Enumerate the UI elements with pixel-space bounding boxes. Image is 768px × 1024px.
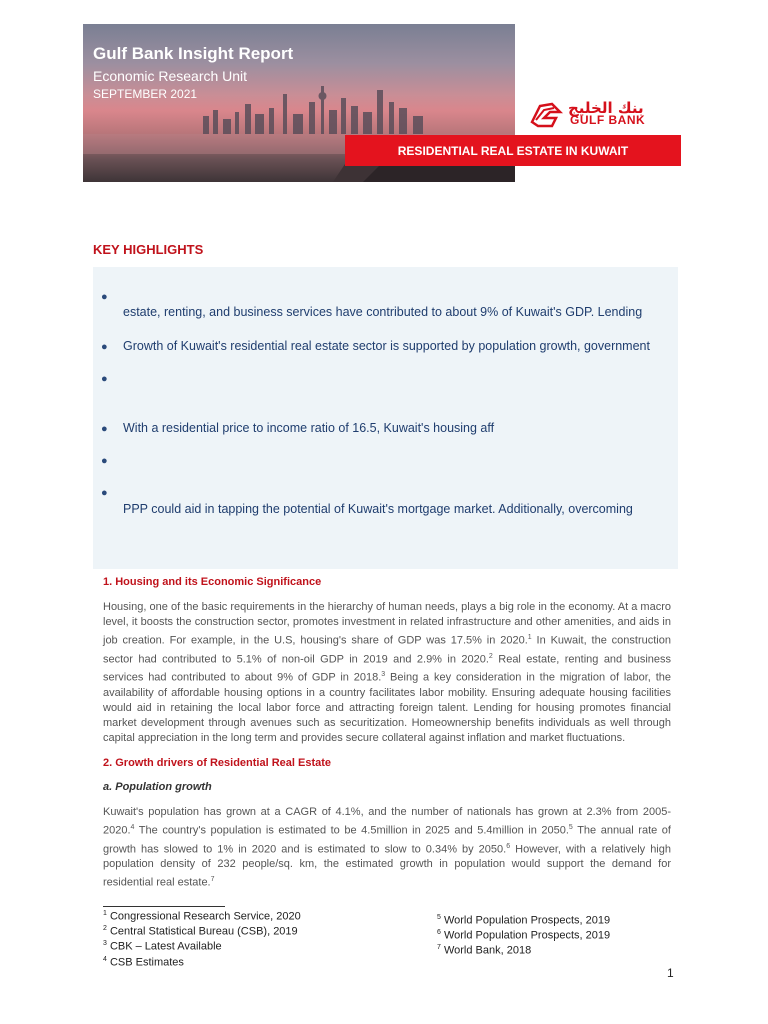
- section-1-heading: 1. Housing and its Economic Significance: [103, 576, 322, 588]
- logo-latin-text: GULF BANK: [570, 113, 646, 127]
- key-highlights-box: ● estate, renting, and business services have contributed to about 9% of Kuwait's GDP. Lending ● Growth of Kuwait's residential real estate sector is supported by population growth, government ● ● With a residential price to income ratio of 16.5, Kuwait's housing aff ● ● PPP could aid in tapping the potential of Kuwait's mortgage market. Additionally, overcoming: [93, 267, 678, 569]
- footnote-2: $^2$ Central Statistical Bureau (CSB), 2019: [103, 925, 298, 938]
- report-date: SEPTEMBER 2021: [93, 87, 198, 101]
- section-1-paragraph: Housing, one of the basic requirements in the hierarchy of human needs, plays a big role in the economy. At a macro level, it boosts the construction sector, promotes investment in related infrastructure and other amenities, and aids in job creation. For example, in the U.S, housing's share of GDP was 17.5% in 2020.$^1$ In Kuwait, the construction sector had contributed to 5.1% of non-oil GDP in 2019 and 2.9% in 2020.$^2$ Real estate, renting and business services had contributed to about 9% of GDP in 2018.$^3$ Being a key consideration in the migration of labor, the availability of affordable housing options in a country facilitates labor mobility. Ensuring adequate housing facilities would aid in retaining the local labor force and attracting foreign talent. Lending for housing promotes financial market development through avenues such as securitization. Homeownership benefits individuals as well through capital appreciation in the long term and provides secure collateral against inflation and market fluctuations.: [103, 601, 672, 744]
- bullet-icon: ●: [101, 341, 108, 353]
- bullet-icon: ●: [101, 487, 108, 499]
- page-number: 1: [667, 966, 674, 980]
- bullet-icon: ●: [101, 291, 108, 303]
- report-unit: Economic Research Unit: [93, 68, 248, 84]
- footnote-4: $^4$ CSB Estimates: [103, 956, 184, 969]
- footnote-6: $^6$ World Population Prospects, 2019: [437, 929, 611, 942]
- footnote-1: $^1$ Congressional Research Service, 2020: [103, 910, 301, 923]
- footnote-7: $^7$ World Bank, 2018: [437, 944, 532, 957]
- section-2-heading: 2. Growth drivers of Residential Real Estate: [103, 757, 332, 769]
- key-highlights-title: KEY HIGHLIGHTS: [93, 242, 204, 257]
- footnote-divider: [103, 906, 225, 907]
- logo-arabic-text: بنك الخليج: [568, 99, 644, 117]
- footnote-3: $^3$ CBK – Latest Available: [103, 940, 222, 953]
- section-2-paragraph: Kuwait's population has grown at a CAGR of 4.1%, and the number of nationals has grown at 2.3% from 2005-2020.$^4$ The country's population is estimated to be 4.5million in 2025 and 5.4million in 2050.$^5$ The annual rate of growth has slowed to 1% in 2020 and is estimated to slow to 0.34% by 2050.$^6$ However, with a relatively high population density of 232 people/sq. km, the estimated growth in population would support the demand for residential real estate.$^7$: [103, 806, 671, 889]
- bullet-icon: ●: [101, 423, 108, 435]
- report-title: Gulf Bank Insight Report: [93, 44, 294, 63]
- bullet-icon: ●: [101, 373, 108, 385]
- bullet-icon: ●: [101, 455, 108, 467]
- subsection-heading: a. Population growth: [103, 781, 212, 793]
- footnote-5: $^5$ World Population Prospects, 2019: [437, 914, 611, 927]
- report-topic-tag: RESIDENTIAL REAL ESTATE IN KUWAIT: [345, 135, 681, 166]
